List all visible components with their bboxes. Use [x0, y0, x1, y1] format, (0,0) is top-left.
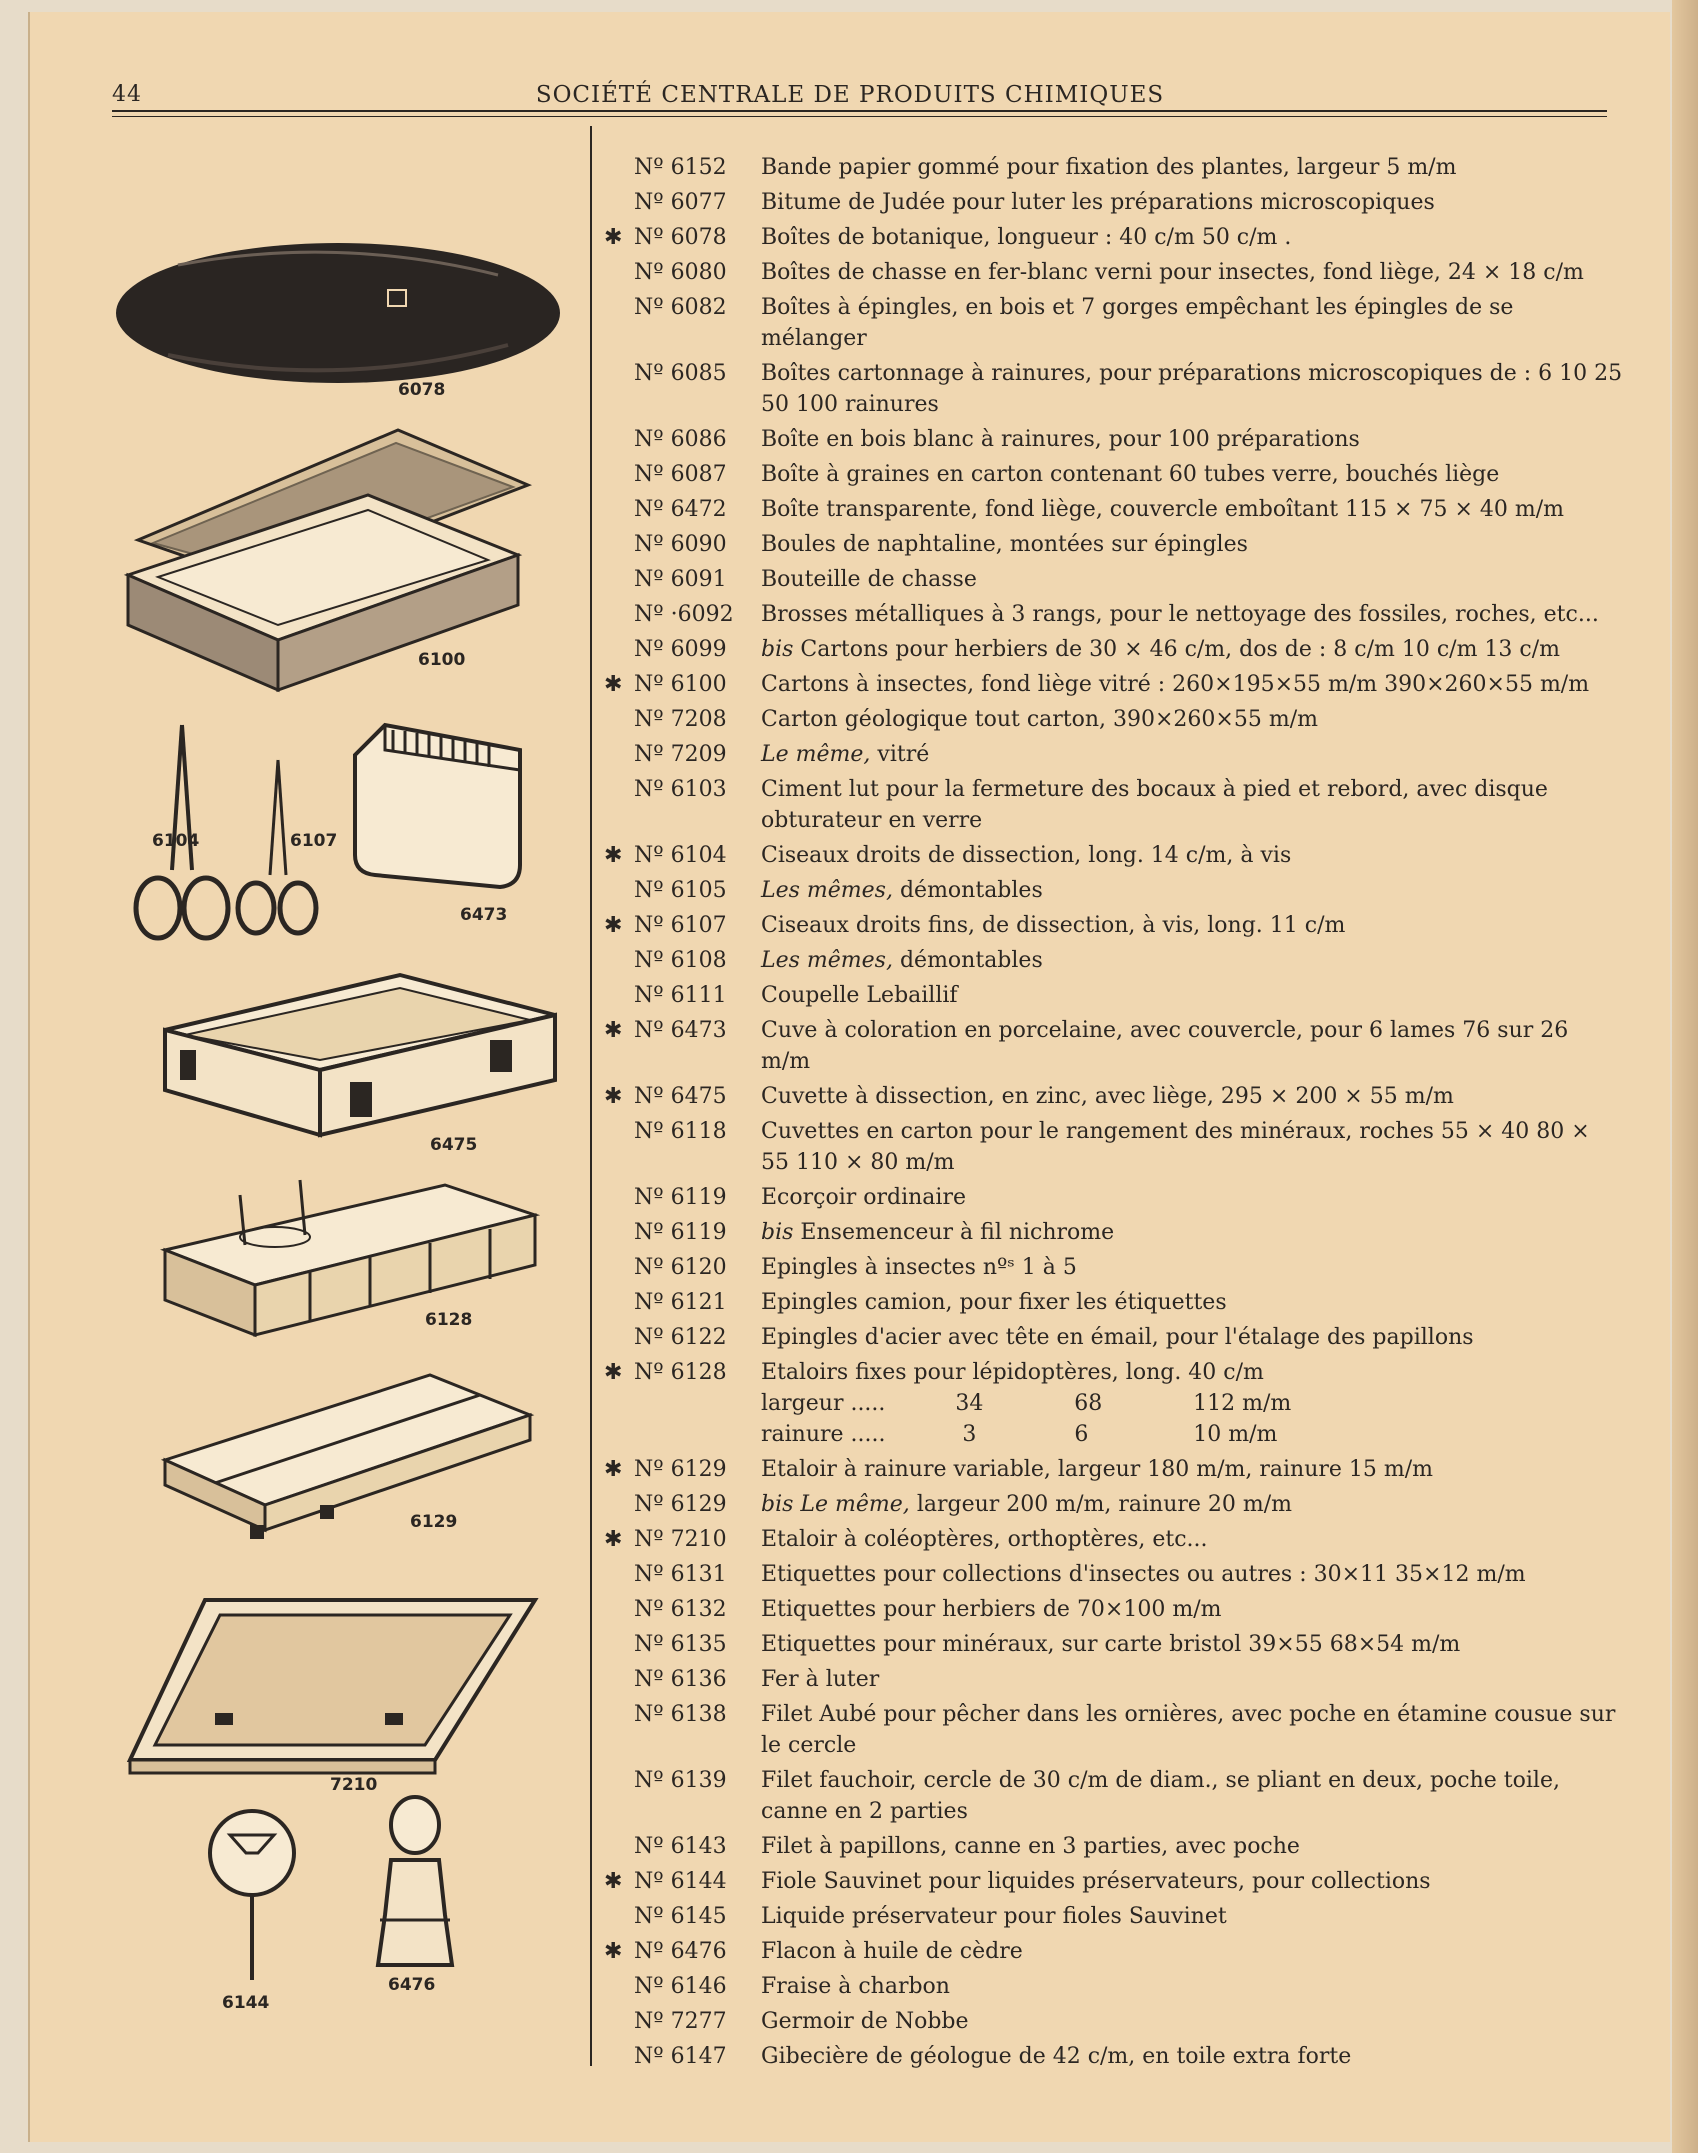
catalog-entry — [604, 1015, 1624, 1077]
item-number: Nº 6119 — [634, 1185, 727, 1210]
bis-marker: bis — [761, 637, 794, 662]
star-marker: ✱ — [604, 913, 623, 938]
description-text: Gibecière de géologue de 42 c/m, en toile extra forte — [761, 2044, 1352, 2069]
item-description — [761, 257, 1624, 288]
item-number: Nº 6475 — [634, 1084, 727, 1109]
item-number: Nº 7210 — [634, 1527, 727, 1552]
item-number: Nº 6122 — [634, 1325, 727, 1350]
catalog-entry — [604, 1322, 1624, 1353]
description-text: Epingles camion, pour fixer les étiquettes — [761, 1290, 1227, 1315]
variable-setting-board-illustration — [160, 1365, 540, 1545]
catalog-entry — [604, 945, 1624, 976]
item-description — [761, 222, 1624, 253]
description-text: vitré — [877, 742, 930, 767]
description-text: Cartons à insectes, fond liège vitré : 260×195×55 m/m 390×260×55 m/m — [761, 672, 1590, 697]
item-description — [761, 1971, 1624, 2002]
catalog-entry — [604, 187, 1624, 218]
figure-label-6128: 6128 — [425, 1310, 473, 1330]
catalog-entry — [604, 704, 1624, 735]
catalog-entry — [604, 1594, 1624, 1625]
bis-marker: bis — [761, 1492, 794, 1517]
item-description — [761, 1831, 1624, 1862]
star-marker: ✱ — [604, 672, 623, 697]
item-description — [761, 1217, 1624, 1248]
description-text: Epingles d'acier avec tête en émail, pour l'étalage des papillons — [761, 1325, 1474, 1350]
item-description — [761, 1252, 1624, 1283]
item-number: Nº 6143 — [634, 1834, 727, 1859]
item-description — [761, 1081, 1624, 1112]
description-text: Boules de naphtaline, montées sur épingles — [761, 532, 1248, 557]
catalog-entry — [604, 1699, 1624, 1761]
item-number: Nº 6120 — [634, 1255, 727, 1280]
item-description — [761, 1664, 1624, 1695]
catalog-entry — [604, 1765, 1624, 1827]
catalog-entry — [604, 1217, 1624, 1248]
description-text: Fraise à charbon — [761, 1974, 950, 1999]
bis-marker: bis — [761, 1220, 794, 1245]
item-description — [761, 1182, 1624, 1213]
star-marker: ✱ — [604, 1018, 623, 1043]
item-description — [761, 1936, 1624, 1967]
dimension-row: largeur ..... 34 68 112 m/m — [761, 1391, 1292, 1416]
description-text: Ciseaux droits de dissection, long. 14 c/m, à vis — [761, 843, 1292, 868]
running-title: SOCIÉTÉ CENTRALE DE PRODUITS CHIMIQUES — [535, 82, 1165, 108]
description-text: Etaloirs fixes pour lépidoptères, long. 40 c/m — [761, 1360, 1264, 1385]
catalog-entry — [604, 1489, 1624, 1520]
item-description — [761, 1489, 1624, 1520]
item-number: Nº 6090 — [634, 532, 727, 557]
item-number: Nº 6138 — [634, 1702, 727, 1727]
catalog-entry — [604, 529, 1624, 560]
description-text: Boîtes de chasse en fer-blanc verni pour insectes, fond liège, 24 × 18 c/m — [761, 260, 1584, 285]
item-number: Nº ·6092 — [634, 602, 734, 627]
star-marker: ✱ — [604, 843, 623, 868]
catalog-entry — [604, 980, 1624, 1011]
catalog-entry — [604, 564, 1624, 595]
figure-label-6144: 6144 — [222, 1993, 270, 2013]
dimension-row: rainure ..... 3 6 10 m/m — [761, 1422, 1278, 1447]
description-text: Cartons pour herbiers de 30 × 46 c/m, dos de : 8 c/m 10 c/m 13 c/m — [800, 637, 1561, 662]
item-number: Nº 6129 — [634, 1457, 727, 1482]
description-text: largeur 200 m/m, rainure 20 m/m — [916, 1492, 1293, 1517]
description-text: Boîte transparente, fond liège, couvercle emboîtant 115 × 75 × 40 m/m — [761, 497, 1565, 522]
catalog-entry — [604, 292, 1624, 354]
item-number: Nº 6472 — [634, 497, 727, 522]
dissecting-tray-illustration — [160, 970, 560, 1155]
description-text: Etaloir à coléoptères, orthoptères, etc... — [761, 1527, 1208, 1552]
italic-prefix: Le même, — [761, 742, 871, 767]
item-description — [761, 564, 1624, 595]
item-description — [761, 739, 1624, 770]
item-description — [761, 1765, 1624, 1827]
item-description — [761, 494, 1624, 525]
description-text: Boîtes cartonnage à rainures, pour préparations microscopiques de : 6 10 25 50 100 rainures — [761, 361, 1623, 417]
item-number: Nº 6085 — [634, 361, 727, 386]
item-description — [761, 945, 1624, 976]
description-text: Ecorçoir ordinaire — [761, 1185, 966, 1210]
item-number: Nº 6144 — [634, 1869, 727, 1894]
item-description — [761, 840, 1624, 871]
figure-label-6475: 6475 — [430, 1135, 478, 1155]
figure-label-6476: 6476 — [388, 1975, 436, 1995]
italic-prefix: Le même, — [800, 1492, 910, 1517]
item-number: Nº 6099 — [634, 637, 727, 662]
figure-label-7210: 7210 — [330, 1775, 378, 1795]
description-text: Epingles à insectes nºˢ 1 à 5 — [761, 1255, 1077, 1280]
item-description — [761, 1699, 1624, 1761]
insect-box-illustration — [118, 425, 538, 705]
item-description — [761, 529, 1624, 560]
item-number: Nº 6132 — [634, 1597, 727, 1622]
catalog-entry — [604, 774, 1624, 836]
item-description — [761, 599, 1624, 630]
item-description — [761, 1322, 1624, 1353]
catalog-entry — [604, 599, 1624, 630]
star-marker: ✱ — [604, 1457, 623, 1482]
description-text: Etiquettes pour herbiers de 70×100 m/m — [761, 1597, 1222, 1622]
catalog-entry — [604, 1182, 1624, 1213]
item-description — [761, 704, 1624, 735]
item-description — [761, 910, 1624, 941]
catalog-entry — [604, 1901, 1624, 1932]
item-number: Nº 6078 — [634, 225, 727, 250]
botanical-box-illustration — [108, 225, 568, 400]
description-text: Fiole Sauvinet pour liquides préservateurs, pour collections — [761, 1869, 1431, 1894]
setting-board-illustration — [160, 1175, 540, 1350]
item-description — [761, 459, 1624, 490]
item-number: Nº 6111 — [634, 983, 727, 1008]
cedar-oil-flask-illustration — [370, 1790, 470, 1995]
item-number: Nº 7277 — [634, 2009, 727, 2034]
catalog-entry — [604, 1971, 1624, 2002]
catalog-entry — [604, 1936, 1624, 1967]
item-description — [761, 152, 1624, 183]
item-number: Nº 6473 — [634, 1018, 727, 1043]
catalog-entry — [604, 358, 1624, 420]
description-text: Boîte à graines en carton contenant 60 tubes verre, bouchés liège — [761, 462, 1500, 487]
item-description — [761, 1524, 1624, 1555]
description-text: Ciment lut pour la fermeture des bocaux à pied et rebord, avec disque obturateur en verre — [761, 777, 1548, 833]
item-description — [761, 2041, 1624, 2072]
item-description — [761, 1287, 1624, 1318]
description-text: Liquide préservateur pour fioles Sauvinet — [761, 1904, 1227, 1929]
catalog-entry — [604, 1454, 1624, 1485]
description-text: Fer à luter — [761, 1667, 880, 1692]
description-text: démontables — [899, 878, 1043, 903]
star-marker: ✱ — [604, 1869, 623, 1894]
item-number: Nº 6128 — [634, 1360, 727, 1385]
catalog-entry — [604, 1524, 1624, 1555]
catalog-entry — [604, 1629, 1624, 1660]
item-number: Nº 6118 — [634, 1119, 727, 1144]
item-number: Nº 6139 — [634, 1768, 727, 1793]
item-number: Nº 6146 — [634, 1974, 727, 1999]
description-text: Cuve à coloration en porcelaine, avec couvercle, pour 6 lames 76 sur 26 m/m — [761, 1018, 1569, 1074]
figure-label-6078: 6078 — [398, 380, 446, 400]
item-description — [761, 875, 1624, 906]
catalog-entry — [604, 2006, 1624, 2037]
catalog-entry — [604, 1664, 1624, 1695]
item-description — [761, 1866, 1624, 1897]
item-number: Nº 6087 — [634, 462, 727, 487]
item-description — [761, 1015, 1624, 1077]
catalog-entry — [604, 222, 1624, 253]
description-text: Filet à papillons, canne en 3 parties, avec poche — [761, 1834, 1300, 1859]
item-description — [761, 669, 1624, 700]
item-number: Nº 7208 — [634, 707, 727, 732]
catalog-entry — [604, 910, 1624, 941]
item-description — [761, 774, 1624, 836]
item-number: Nº 6121 — [634, 1290, 727, 1315]
item-number: Nº 6104 — [634, 843, 727, 868]
star-marker: ✱ — [604, 225, 623, 250]
item-description — [761, 1559, 1624, 1590]
item-description — [761, 1357, 1624, 1450]
staining-jar-illustration — [345, 715, 535, 925]
item-number: Nº 6145 — [634, 1904, 727, 1929]
description-text: Boîtes de botanique, longueur : 40 c/m 50 c/m . — [761, 225, 1292, 250]
star-marker: ✱ — [604, 1939, 623, 1964]
description-text: Etiquettes pour minéraux, sur carte bristol 39×55 68×54 m/m — [761, 1632, 1461, 1657]
star-marker: ✱ — [604, 1360, 623, 1385]
item-description — [761, 292, 1624, 354]
catalog-entry — [604, 1252, 1624, 1283]
illustrations-column — [0, 0, 590, 2153]
item-description — [761, 1594, 1624, 1625]
catalog-entry — [604, 875, 1624, 906]
item-number: Nº 6152 — [634, 155, 727, 180]
item-number: Nº 6103 — [634, 777, 727, 802]
description-text: Ensemenceur à fil nichrome — [800, 1220, 1115, 1245]
catalog-entry — [604, 739, 1624, 770]
item-number: Nº 6108 — [634, 948, 727, 973]
sauvinet-vial-illustration — [200, 1805, 310, 2015]
item-number: Nº 6107 — [634, 913, 727, 938]
item-number: Nº 6476 — [634, 1939, 727, 1964]
item-number: Nº 6131 — [634, 1562, 727, 1587]
catalog-entry — [604, 424, 1624, 455]
item-description — [761, 1116, 1624, 1178]
italic-prefix: Les mêmes, — [761, 948, 893, 973]
coleoptera-board-illustration — [125, 1595, 545, 1795]
description-text: Germoir de Nobbe — [761, 2009, 969, 2034]
item-description — [761, 424, 1624, 455]
catalog-entry — [604, 669, 1624, 700]
description-text: Bouteille de chasse — [761, 567, 977, 592]
item-description — [761, 358, 1624, 420]
item-number: Nº 6136 — [634, 1667, 727, 1692]
description-text: Filet Aubé pour pêcher dans les ornières, avec poche en étamine cousue sur le cercle — [761, 1702, 1616, 1758]
item-description — [761, 980, 1624, 1011]
column-divider — [590, 126, 592, 2066]
figure-label-6104: 6104 — [152, 831, 200, 851]
description-text: Coupelle Lebaillif — [761, 983, 958, 1008]
entries-list — [604, 152, 1624, 2076]
description-text: Carton géologique tout carton, 390×260×55 m/m — [761, 707, 1318, 732]
catalog-entry — [604, 840, 1624, 871]
item-number: Nº 6135 — [634, 1632, 727, 1657]
star-marker: ✱ — [604, 1084, 623, 1109]
description-text: Cuvettes en carton pour le rangement des minéraux, roches 55 × 40 80 × 55 110 × 80 m/m — [761, 1119, 1590, 1175]
figure-label-6129: 6129 — [410, 1512, 458, 1532]
figure-label-6107: 6107 — [290, 831, 338, 851]
description-text: Cuvette à dissection, en zinc, avec liège, 295 × 200 × 55 m/m — [761, 1084, 1454, 1109]
item-description — [761, 1454, 1624, 1485]
description-text: Etaloir à rainure variable, largeur 180 m/m, rainure 15 m/m — [761, 1457, 1434, 1482]
star-marker: ✱ — [604, 1527, 623, 1552]
item-number: Nº 6100 — [634, 672, 727, 697]
item-number: Nº 7209 — [634, 742, 727, 767]
catalog-entry — [604, 1357, 1624, 1450]
description-text: Boîtes à épingles, en bois et 7 gorges empêchant les épingles de se mélanger — [761, 295, 1514, 351]
item-number: Nº 6091 — [634, 567, 727, 592]
catalog-entry — [604, 634, 1624, 665]
item-number: Nº 6129 — [634, 1492, 727, 1517]
catalog-entry — [604, 459, 1624, 490]
catalog-entry — [604, 1287, 1624, 1318]
item-description — [761, 1901, 1624, 1932]
catalog-entry — [604, 1831, 1624, 1862]
item-number: Nº 6147 — [634, 2044, 727, 2069]
description-text: Bitume de Judée pour luter les préparations microscopiques — [761, 190, 1435, 215]
item-number: Nº 6080 — [634, 260, 727, 285]
page-edge — [1672, 0, 1698, 2153]
item-description — [761, 634, 1624, 665]
item-description — [761, 1629, 1624, 1660]
catalog-entry — [604, 2041, 1624, 2072]
item-description — [761, 2006, 1624, 2037]
catalog-entry — [604, 1081, 1624, 1112]
description-text: Bande papier gommé pour fixation des plantes, largeur 5 m/m — [761, 155, 1457, 180]
catalog-entry — [604, 152, 1624, 183]
catalog-entry — [604, 1116, 1624, 1178]
catalog-entry — [604, 1559, 1624, 1590]
scissors-illustration — [130, 720, 360, 950]
catalog-entry — [604, 1866, 1624, 1897]
figure-label-6100: 6100 — [418, 650, 466, 670]
page-number: 44 — [112, 82, 142, 107]
description-text: Flacon à huile de cèdre — [761, 1939, 1023, 1964]
italic-prefix: Les mêmes, — [761, 878, 893, 903]
description-text: Ciseaux droits fins, de dissection, à vis, long. 11 c/m — [761, 913, 1346, 938]
item-number: Nº 6082 — [634, 295, 727, 320]
description-text: démontables — [899, 948, 1043, 973]
description-text: Brosses métalliques à 3 rangs, pour le nettoyage des fossiles, roches, etc... — [761, 602, 1599, 627]
catalog-entry — [604, 494, 1624, 525]
figure-label-6473: 6473 — [460, 905, 508, 925]
item-number: Nº 6119 — [634, 1220, 727, 1245]
description-text: Boîte en bois blanc à rainures, pour 100 préparations — [761, 427, 1360, 452]
item-number: Nº 6105 — [634, 878, 727, 903]
description-text: Etiquettes pour collections d'insectes ou autres : 30×11 35×12 m/m — [761, 1562, 1526, 1587]
item-number: Nº 6077 — [634, 190, 727, 215]
item-number: Nº 6086 — [634, 427, 727, 452]
catalog-entry — [604, 257, 1624, 288]
item-description — [761, 187, 1624, 218]
description-text: Filet fauchoir, cercle de 30 c/m de diam., se pliant en deux, poche toile, canne en 2 parties — [761, 1768, 1560, 1824]
